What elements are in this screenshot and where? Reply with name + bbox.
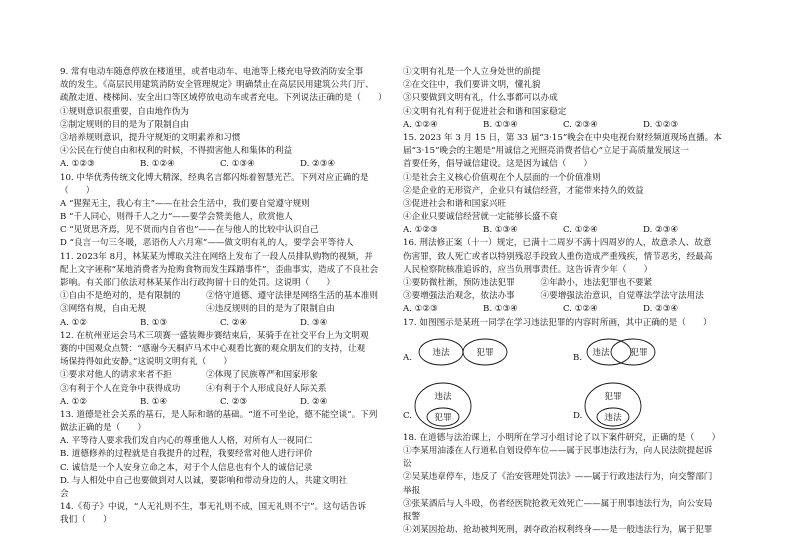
label-weifa: 违法	[432, 347, 450, 358]
q17-option-a-diagram	[403, 330, 573, 380]
q14-stem-line: 14.《荀子》中说，“人无礼则不生，事无礼则不成，国无礼则不宁”。这句话告诉	[60, 502, 367, 513]
q15-stem-line: 15. 2023 年 3 月 15 日，第 33 届“3·15”晚会在中央电视台财经频道现场直播。本	[403, 132, 722, 143]
option-d-label: D.	[573, 410, 583, 421]
q18-item: ②吴某违章停车，违反了《治安管理处罚法》——属于行政违法行为，向交警部门	[403, 472, 713, 483]
question-13	[60, 409, 396, 501]
option-c: C. ②③④	[563, 119, 598, 130]
diagram-overlapping-ovals	[573, 330, 743, 380]
option-b: B. ①③	[140, 317, 168, 328]
q14-item: ②在交往中，我们要讲文明，懂礼貌	[403, 80, 541, 91]
option-c: C. ①③④	[220, 159, 255, 170]
q10-stem-line: 10. 中华优秀传统文化博大精深，经典名言都闪烁着智慧光芒。下列对应正确的是	[60, 172, 369, 183]
q14-stem-line: 我们（ ）	[60, 515, 112, 526]
option-c: C. ①②④	[563, 225, 598, 236]
q16-item: ③要增强法治观念，依法办事 ④要增强法治意识，自觉尊法学法守法用法	[403, 291, 704, 302]
q17-option-b-diagram	[573, 330, 743, 380]
option-c-label: C.	[403, 410, 413, 421]
option-d: D. ③④	[300, 317, 328, 328]
q11-item: ③网络有规，自由无规 ④违反规则的目的是为了限制自由	[60, 304, 336, 315]
question-12	[60, 330, 396, 409]
q12-item: ③有利于个人在竞争中获得成功 ④有利于个人形成良好人际关系	[60, 383, 327, 394]
option-b: B. ①③④	[483, 304, 518, 315]
q16-options	[403, 303, 739, 316]
q9-item: ③培养规则意识，提升守规矩的文明素养和习惯	[60, 132, 241, 143]
q18-item: 讼	[403, 459, 412, 470]
label-weifa: 违法	[434, 391, 452, 402]
q13-item: 会	[60, 489, 69, 499]
q17-option-c-diagram	[403, 380, 573, 432]
q13-item: A. 平等待人要求我们发自内心的尊重他人人格，对所有人一视同仁	[60, 436, 313, 447]
option-d: D. ②③④	[643, 225, 679, 236]
q15-stem-line: 届“3·15”晚会的主题是“用诚信之光照亮消费者信心”立足于高质量发展这一	[403, 146, 689, 157]
question-14	[60, 501, 396, 527]
q13-item: C. 诚信是一个人安身立命之本，对于个人信息也有个人的诚信记录	[60, 462, 313, 473]
option-d: D. ②③④	[300, 159, 336, 170]
right-column	[403, 66, 739, 537]
question-18	[403, 432, 739, 538]
option-a-label: A.	[403, 352, 412, 363]
q14-item: ①文明有礼是一个人立身处世的前提	[403, 67, 541, 77]
q14-options	[403, 119, 739, 132]
label-fanzui: 犯罪	[434, 412, 452, 423]
q11-stem-line: 影响。有关部门依法对林某某作出行政拘留十日的处罚。这说明（ ）	[60, 278, 336, 288]
q10-item: D “良言一句三冬暖，恶语伤人六月寒”——做文明有礼的人，要学会平等待人	[60, 238, 354, 249]
q10-item: B “千人同心，则得千人之力”——要学会赞美他人，欣赏他人	[60, 212, 293, 223]
q17-diagram-row-1	[403, 330, 739, 380]
question-10	[60, 172, 396, 251]
q16-stem-line: 伤害罪，致人死亡或者以特别残忍手段致人重伤造成严重残疾，情节恶劣，经最高	[403, 251, 713, 262]
q9-item: ①规则意识很重要，自由地作伪为	[60, 106, 189, 117]
q17-diagram-row-2	[403, 380, 739, 432]
option-a: A. ①②③	[60, 159, 95, 170]
q9-item: ④公民在行使自由和权利的时候，不得损害他人和集体的利益	[60, 146, 293, 157]
diagram-nested-fanzui-in-weifa	[403, 380, 573, 432]
q9-options	[60, 158, 396, 171]
option-c: C. ①②④	[563, 304, 598, 315]
q13-stem-line: 做法正确的是（ ）	[60, 423, 146, 434]
question-9	[60, 66, 396, 172]
q16-stem-line: 人民检察院核准追诉的，应当负刑事责任。这告诉青少年（ ）	[403, 264, 653, 275]
q10-item: A “猩猩无主，我心有主”——在社会生活中，我们要自觉遵守规则	[60, 198, 310, 209]
q18-item: ③张某酒后与人斗殴，伤者经医院抢救无效死亡——属于刑事违法行为，向公安局	[403, 498, 713, 509]
q18-item: ④刘某因抢劫、抢劫被判死刑，剥夺政治权利终身——是一般违法行为，属于犯罪	[403, 525, 713, 536]
option-a: A. ①②④	[403, 119, 438, 130]
option-c: C. ②③	[220, 396, 248, 407]
option-a: A. ①②	[60, 317, 88, 328]
q9-stem-line: 疏散走道、楼梯间、安全出口等区域停放电动车或者充电。下列说法正确的是（ ）	[60, 93, 387, 104]
question-15	[403, 132, 739, 238]
q18-stem-line: 18. 在道德与法治课上，小明所在学习小组讨论了以下案件研究，正确的是（ ）	[403, 432, 721, 443]
left-column	[60, 66, 396, 528]
q11-item: ①自由不是绝对的，是有限制的 ②恪守道德、遵守法律是网络生活的基本准则	[60, 291, 378, 302]
q12-stem-line: 场保持得如此安静。”这说明文明有礼（ ）	[60, 357, 232, 368]
option-b: B. ①③④	[483, 119, 518, 130]
q18-item: ①李某用油漆在人行道私自划设停车位——属于民事违法行为，向人民法院提起诉	[403, 445, 713, 456]
option-d: D. ②④	[300, 396, 328, 407]
q15-stem-line: 首要任务，倡导诚信建设。这是因为诚信（ ）	[403, 159, 593, 170]
option-d: D. ①②③	[643, 119, 679, 130]
option-b: B. ①③④	[483, 225, 518, 236]
option-b: B. ①②④	[140, 159, 175, 170]
q16-stem-line: 16. 刑法修正案（十一）规定，已满十二周岁不满十四周岁的人，故意杀人、故意	[403, 238, 712, 249]
q15-options	[403, 224, 739, 237]
q12-stem-line: 12. 在杭州亚运会马术三项赛一盛装舞步赛结束后，某骑手在社交平台上为文明观	[60, 330, 369, 341]
option-d: D. ②③④	[643, 304, 679, 315]
option-a: A. ①②③	[403, 304, 438, 315]
label-weifa: 违法	[592, 347, 610, 358]
q11-stem-line: 11. 2023年 8月，林某某为博取关注在网络上发布了一段人员排队购物的视频，并	[60, 251, 373, 262]
q15-item: ③促进社会和谐和国家兴旺	[403, 198, 507, 209]
q16-item: ①要防微杜渐，预防违法犯罪 ②年龄小，违法犯罪也不要紧	[403, 278, 653, 288]
q12-options	[60, 396, 396, 409]
option-c: C. ②④	[220, 317, 248, 328]
q12-stem-line: 赛的中国观众点赞：“感谢今天桐庐马术中心观看比赛的观众朋友们的支持，让观	[60, 343, 366, 354]
q12-item: ①要求对他人的请求来者不拒 ②体现了民族尊严和国家形象	[60, 370, 318, 381]
q9-stem-line: 9. 常有电动车随意停放在楼道里，或者电动车、电池等上楼充电导致消防安全事	[60, 67, 364, 77]
label-fanzui: 犯罪	[630, 347, 648, 358]
q18-item: 举报	[403, 485, 421, 496]
q10-item: C “见贤思齐焉，见不贤而内自省也”——在与他人的比较中认识自己	[60, 225, 319, 236]
q14-item: ③只要做到文明有礼，什么事都可以办成	[403, 93, 558, 104]
question-16	[403, 237, 739, 316]
diagram-nested-weifa-in-fanzui	[573, 380, 743, 432]
question-17	[403, 317, 739, 432]
q15-item: ④企业只要诚信经营就一定能够长盛不衰	[403, 212, 558, 223]
q15-item: ①是社会主义核心价值观在个人层面的一个价值准则	[403, 172, 601, 183]
q10-stem-line: （ ）	[60, 185, 95, 196]
q13-stem-line: 13. 道德是社会关系的基石，是人际和谐的基础。“道不可坐论，德不能空谈”。下列	[60, 409, 378, 420]
option-b-label: B.	[573, 352, 583, 363]
q11-stem-line: 配上文字诬称“某地消费者为抢购食物而发生踩踏事件”，歪曲事实，造成了不良社会	[60, 264, 379, 275]
label-fanzui: 犯罪	[476, 347, 494, 358]
option-a: A. ①②	[60, 396, 88, 407]
diagram-two-separate-ovals	[403, 330, 573, 380]
q15-item: ②是企业的无形资产，企业只有诚信经营，才能带来持久的效益	[403, 185, 644, 196]
q14-item: ④文明有礼有利于促进社会和谐和国家稳定	[403, 106, 567, 117]
q13-item: B. 道德修养的过程就是自我提升的过程，我要经常对他人进行评价	[60, 449, 313, 460]
question-11	[60, 251, 396, 330]
option-b: B. ①④	[140, 396, 168, 407]
label-fanzui: 犯罪	[604, 391, 622, 402]
q11-options	[60, 317, 396, 330]
q17-option-d-diagram	[573, 380, 743, 432]
q9-stem-line: 故的发生。《高层民用建筑消防安全管理规定》明确禁止在高层民用建筑公共门厅、	[60, 80, 374, 91]
q9-item: ②制定规则的目的是为了限制自由	[60, 119, 189, 130]
q13-item: D. 与人相处中自己也要做到对人以诚，要影响和带动身边的人，共建文明社	[60, 475, 348, 486]
q17-stem-line: 17. 如图图示是某班一同学在学习违法犯罪的内容时所画，其中正确的是（ ）	[403, 317, 712, 328]
label-weifa: 违法	[604, 412, 622, 423]
question-14-continued	[403, 66, 739, 132]
q18-item: 报警	[403, 511, 421, 522]
option-a: A. ①②③	[403, 225, 438, 236]
